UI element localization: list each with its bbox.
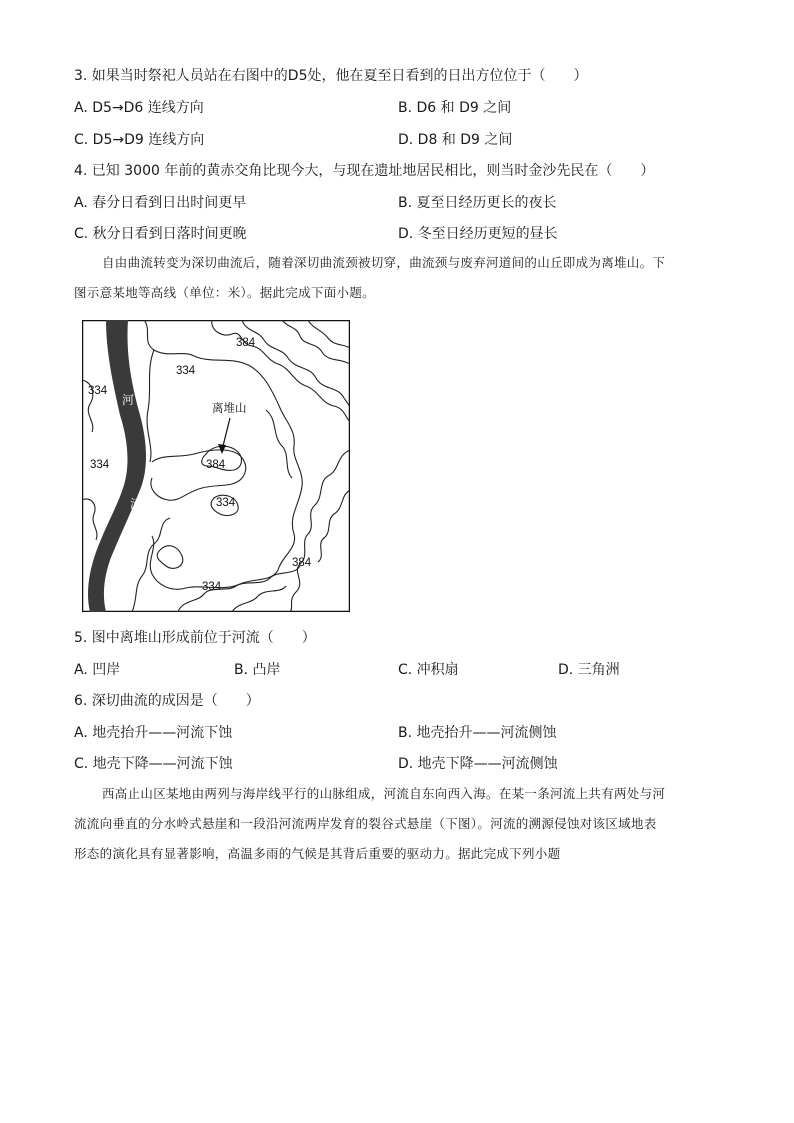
intro-paragraph-2 (74, 779, 666, 869)
label-lidui-mountain: 离堆山 (212, 403, 247, 415)
label-334-left-1: 334 (88, 385, 108, 397)
label-334-center: 334 (216, 497, 236, 509)
q6-option-a: A. 地壳抬升——河流下蚀 (74, 725, 233, 741)
intro2-line3: 形态的演化具有显著影响，高温多雨的气候是其背后重要的驱动力。据此完成下列小题 (74, 846, 561, 861)
label-334-left-2: 334 (90, 459, 110, 471)
intro2-line2: 流流向垂直的分水岭式悬崖和一段沿河流两岸发育的裂谷式悬崖（下图）。河流的溯源侵蚀对该区域地表 (74, 816, 657, 831)
q4-option-b: B. 夏至日经历更长的夜长 (398, 195, 557, 211)
q6-option-d: D. 地壳下降——河流侧蚀 (398, 756, 558, 772)
label-384-peak: 384 (206, 459, 226, 471)
label-river-2: 流 (130, 497, 143, 511)
label-384-east: 384 (292, 557, 312, 569)
q5-stem: 5. 图中离堆山形成前位于河流（ ） (74, 630, 316, 646)
q4-stem: 4. 已知 3000 年前的黄赤交角比现今大，与现在遗址地居民相比，则当时金沙先民在（ ） (74, 163, 655, 179)
q5-option-c: C. 冲积扇 (398, 662, 459, 678)
q5-option-d: D. 三角洲 (558, 662, 620, 678)
q6-option-b: B. 地壳抬升——河流侧蚀 (398, 725, 557, 741)
q5-option-a: A. 凹岸 (74, 662, 121, 678)
label-384-top: 384 (236, 337, 256, 349)
contour-map (82, 320, 350, 612)
q4-option-d: D. 冬至日经历更短的昼长 (398, 226, 558, 242)
q4-option-a: A. 春分日看到日出时间更早 (74, 195, 247, 211)
q6-stem: 6. 深切曲流的成因是（ ） (74, 693, 260, 709)
intro2-line1: 西高止山区某地由两列与海岸线平行的山脉组成，河流自东向西入海。在某一条河流上共有两处与河 (102, 786, 666, 801)
label-river-1: 河 (122, 393, 135, 407)
q5-option-b: B. 凸岸 (234, 662, 281, 678)
intro-paragraph-1 (74, 248, 666, 308)
q3-option-c: C. D5→D9 连线方向 (74, 132, 205, 148)
q4-option-c: C. 秋分日看到日落时间更晚 (74, 226, 247, 242)
q3-stem: 3. 如果当时祭祀人员站在右图中的D5处，他在夏至日看到的日出方位位于（ ） (74, 68, 588, 84)
label-334-south: 334 (202, 581, 222, 593)
q3-option-a: A. D5→D6 连线方向 (74, 100, 204, 116)
label-334-north: 334 (176, 365, 196, 377)
q6-option-c: C. 地壳下降——河流下蚀 (74, 756, 233, 772)
contour-map-svg (82, 320, 350, 612)
q3-option-d: D. D8 和 D9 之间 (398, 132, 513, 148)
intro1-line1: 自由曲流转变为深切曲流后，随着深切曲流颈被切穿，曲流颈与废弃河道间的山丘即成为离堆山。下 (102, 255, 666, 270)
q3-option-b: B. D6 和 D9 之间 (398, 100, 512, 116)
intro1-line2: 图示意某地等高线（单位：米）。据此完成下面小题。 (74, 285, 375, 300)
